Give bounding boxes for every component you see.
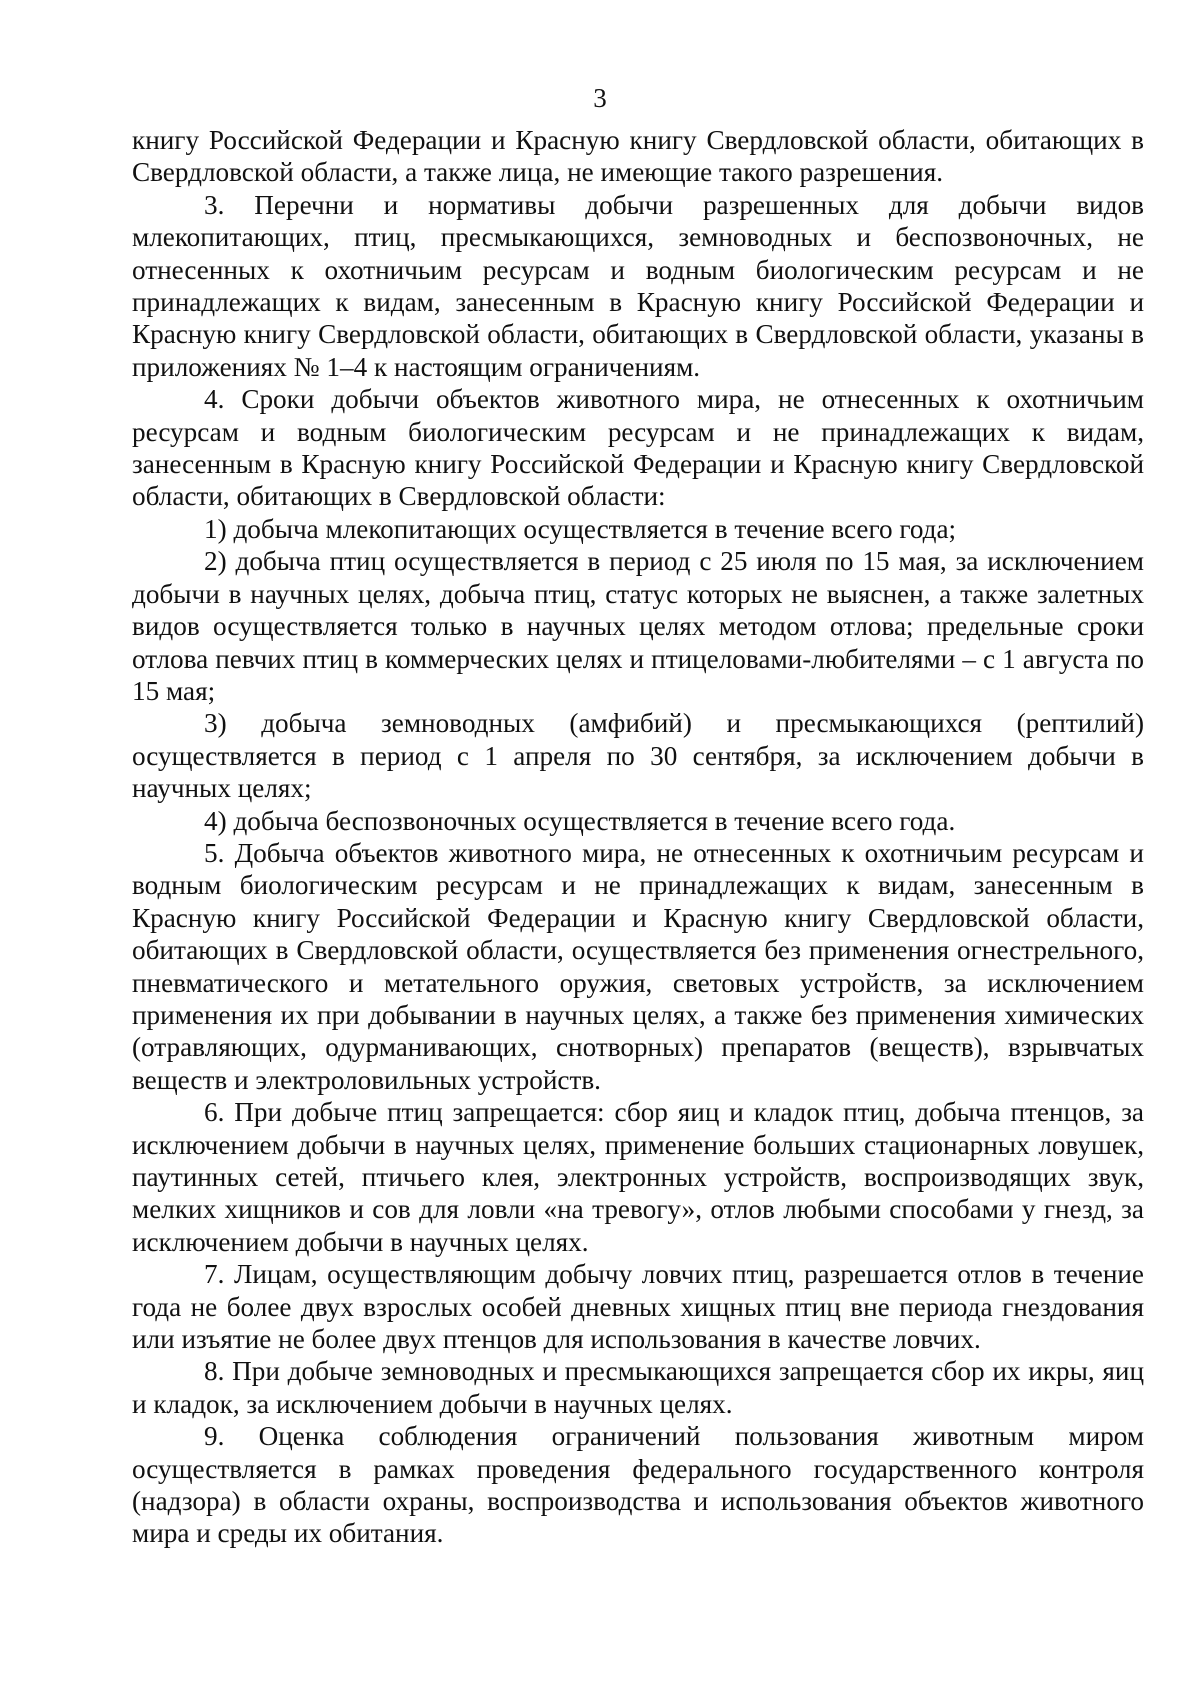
paragraph-continuation: книгу Российской Федерации и Красную книгу Свердловской области, обитающих в Свердловской области, а также лица, не имеющие такого разрешения. xyxy=(132,125,1144,188)
subitem-4-3: 3) добыча земноводных (амфибий) и пресмыкающихся (рептилий) осуществляется в период с 1 апреля по 30 сентября, за исключением добычи в научных целях; xyxy=(132,708,1144,804)
paragraph-item-8: 8. При добыче земноводных и пресмыкающихся запрещается сбор их икры, яиц и кладок, за исключением добычи в научных целях. xyxy=(132,1356,1144,1419)
paragraph-item-3: 3. Перечни и нормативы добычи разрешенных для добычи видов млекопитающих, птиц, пресмыкающихся, земноводных и беспозвоночных, не отнесенных к охотничьим ресурсам и водным биологическим ресурсам и не принадлежащих к видам, занесенным в Красную книгу Российской Федерации и Красную книгу Свердловской области, обитающих в Свердловской области, указаны в приложениях № 1–4 к настоящим ограничениям. xyxy=(132,189,1144,382)
paragraph-item-7: 7. Лицам, осуществляющим добычу ловчих птиц, разрешается отлов в течение года не более двух взрослых особей дневных хищных птиц вне периода гнездования или изъятие не более двух птенцов для использования в качестве ловчих. xyxy=(132,1259,1144,1355)
paragraph-item-6: 6. При добыче птиц запрещается: сбор яиц и кладок птиц, добыча птенцов, за исключением добычи в научных целях, применение больших стационарных ловушек, паутинных сетей, птичьего клея, электронных устройств, воспроизводящих звук, мелких хищников и сов для ловли «на тревогу», отлов любыми способами у гнезд, за исключением добычи в научных целях. xyxy=(132,1097,1144,1257)
paragraph-item-5: 5. Добыча объектов животного мира, не отнесенных к охотничьим ресурсам и водным биологическим ресурсам и не принадлежащих к видам, занесенным в Красную книгу Российской Федерации и Красную книгу Свердловской области, обитающих в Свердловской области, осуществляется без применения огнестрельного, пневматического и метательного оружия, световых устройств, за исключением применения их при добывании в научных целях, а также без применения химических (отравляющих, одурманивающих, снотворных) препаратов (веществ), взрывчатых веществ и электроловильных устройств. xyxy=(132,837,1144,1095)
document-body xyxy=(132,124,1144,1550)
subitem-4-2: 2) добыча птиц осуществляется в период с 25 июля по 15 мая, за исключением добычи в научных целях, добыча птиц, статус которых не выяснен, а также залетных видов осуществляется только в научных целях методом отлова; предельные сроки отлова певчих птиц в коммерческих целях и птицеловами-любителями – с 1 августа по 15 мая; xyxy=(132,546,1144,706)
paragraph-item-4: 4. Сроки добычи объектов животного мира, не отнесенных к охотничьим ресурсам и водным биологическим ресурсам и не принадлежащих к видам, занесенным в Красную книгу Российской Федерации и Красную книгу Свердловской области, обитающих в Свердловской области: xyxy=(132,384,1144,512)
paragraph-item-9: 9. Оценка соблюдения ограничений пользования животным миром осуществляется в рамках проведения федерального государственного контроля (надзора) в области охраны, воспроизводства и использования объектов животного мира и среды их обитания. xyxy=(132,1421,1144,1549)
subitem-4-4: 4) добыча беспозвоночных осуществляется в течение всего года. xyxy=(204,805,956,836)
page-number: 3 xyxy=(593,83,607,113)
subitem-4-1: 1) добыча млекопитающих осуществляется в течение всего года; xyxy=(204,513,957,544)
